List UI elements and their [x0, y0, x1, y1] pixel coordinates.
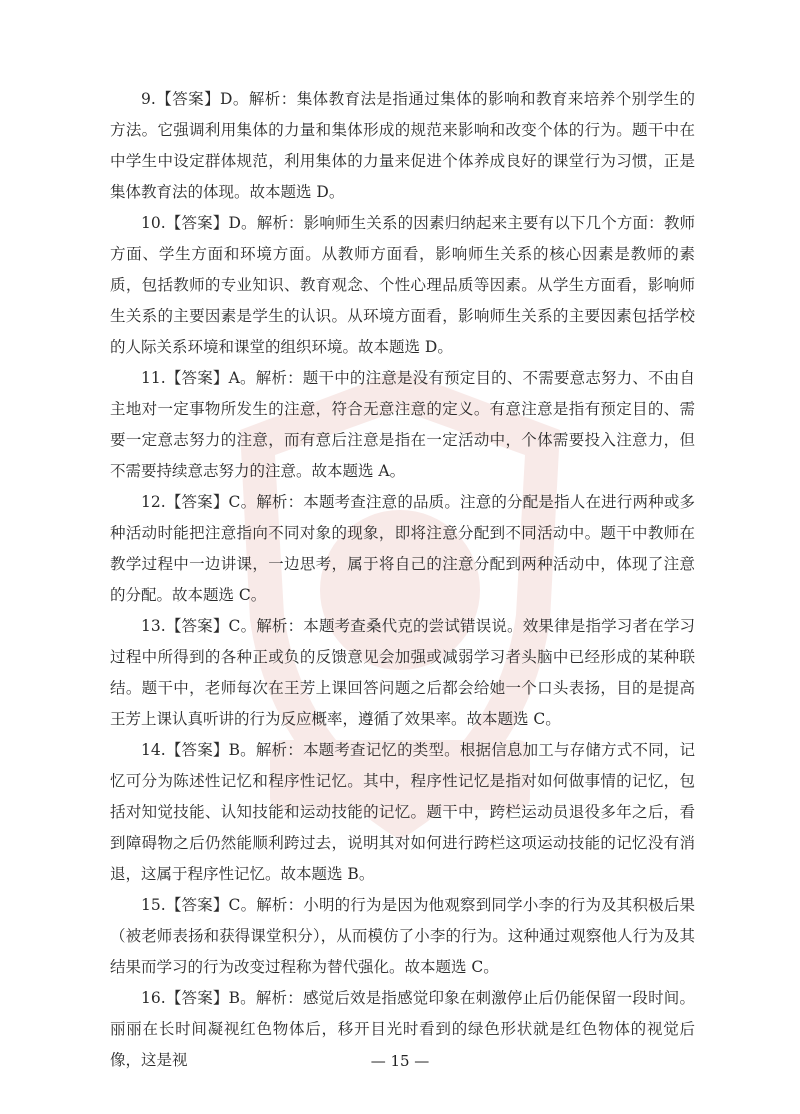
answer-item-14: 14.【答案】B。解析：本题考查记忆的类型。根据信息加工与存储方式不同，记忆可分为陈述性记忆和程序性记忆。其中，程序性记忆是指对如何做事情的记忆，包括对知觉技能、认知技能和运动技能的记忆。题干中，跨栏运动员退役多年之后，看到障碍物之后仍然能顺利跨过去，说明其对如何进行跨栏这项运动技能的记忆没有消退，这属于程序性记忆。故本题选 B。: [110, 741, 695, 883]
page-number: — 15 —: [370, 1052, 430, 1070]
answer-item-16: 16.【答案】B。解析：感觉后效是指感觉印象在刺激停止后仍能保留一段时间。丽丽在长时间凝视红色物体后，移开目光时看到的绿色形状就是红色物体的视觉后像，这是视: [110, 989, 695, 1069]
answer-item-9: 9.【答案】D。解析：集体教育法是指通过集体的影响和教育来培养个别学生的方法。它强调利用集体的力量和集体形成的规范来影响和改变个体的行为。题干中在中学生中设定群体规范，利用集体的力量来促进个体养成良好的课堂行为习惯，正是集体教育法的体现。故本题选 D。: [110, 90, 695, 201]
answer-item-15: 15.【答案】C。解析：小明的行为是因为他观察到同学小李的行为及其积极后果（被老师表扬和获得课堂积分），从而模仿了小李的行为。这种通过观察他人行为及其结果而学习的行为改变过程称为替代强化。故本题选 C。: [110, 896, 695, 976]
answer-item-13: 13.【答案】C。解析：本题考查桑代克的尝试错误说。效果律是指学习者在学习过程中所得到的各种正或负的反馈意见会加强或减弱学习者头脑中已经形成的某种联结。题干中，老师每次在王芳上课回答问题之后都会给她一个口头表扬，目的是提高王芳上课认真听讲的行为反应概率，遵循了效果率。故本题选 C。: [110, 617, 695, 728]
answer-section: [110, 84, 695, 1076]
answer-item-12: 12.【答案】C。解析：本题考查注意的品质。注意的分配是指人在进行两种或多种活动时能把注意指向不同对象的现象，即将注意分配到不同活动中。题干中教师在教学过程中一边讲课，一边思考，属于将自己的注意分配到两种活动中，体现了注意的分配。故本题选 C。: [110, 493, 695, 604]
answer-item-11: 11.【答案】A。解析：题干中的注意是没有预定目的、不需要意志努力、不由自主地对一定事物所发生的注意，符合无意注意的定义。有意注意是指有预定目的、需要一定意志努力的注意，而有意后注意是指在一定活动中，个体需要投入注意力，但不需要持续意志努力的注意。故本题选 A。: [110, 369, 695, 480]
answer-item-10: 10.【答案】D。解析：影响师生关系的因素归纳起来主要有以下几个方面：教师方面、学生方面和环境方面。从教师方面看，影响师生关系的核心因素是教师的素质，包括教师的专业知识、教育观念、个性心理品质等因素。从学生方面看，影响师生关系的主要因素是学生的认识。从环境方面看，影响师生关系的主要因素包括学校的人际关系环境和课堂的组织环境。故本题选 D。: [110, 214, 695, 356]
